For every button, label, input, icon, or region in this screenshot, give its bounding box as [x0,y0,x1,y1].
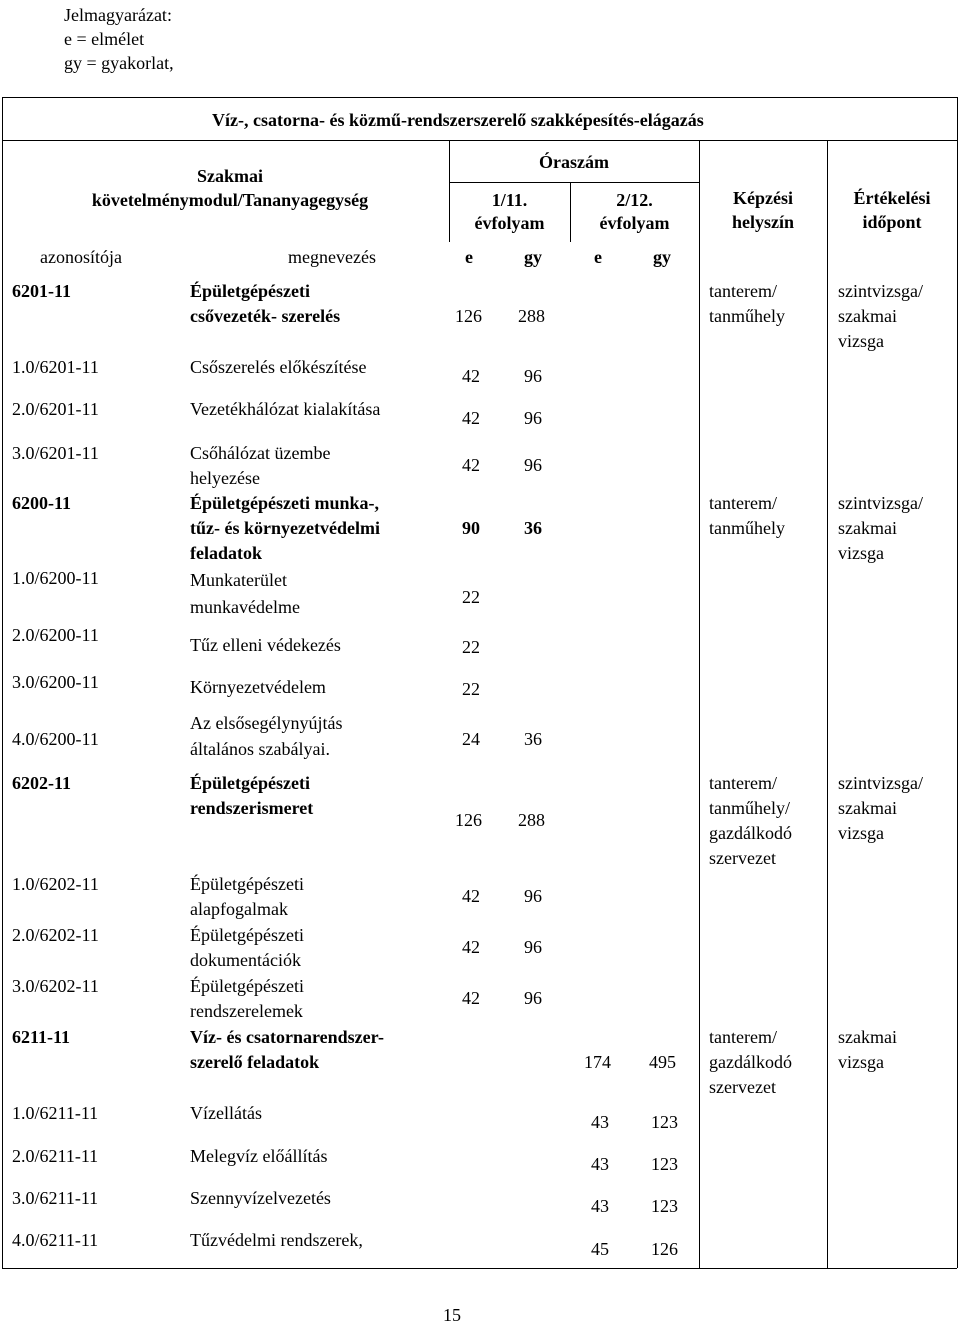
header-col-e1: e [465,247,473,267]
row-hours-gy: 123 [651,1196,678,1216]
row-eval: szintvizsga/ [838,493,923,513]
row-eval: vizsga [838,543,884,563]
row-place: tanműhely/ [709,798,790,818]
row-hours-e: 42 [462,988,480,1008]
row-name: Víz- és csatornarendszer- [190,1027,384,1047]
header-year2-line1: 2/12. [616,190,653,210]
row-name: rendszerelemek [190,1001,303,1021]
header-col-gy2: gy [653,247,671,267]
row-place: tanterem/ [709,281,777,301]
row-name: Környezetvédelem [190,677,326,697]
row-place: szervezet [709,848,776,868]
row-eval: szintvizsga/ [838,281,923,301]
row-hours-e: 174 [584,1052,611,1072]
row-name: Vízellátás [190,1103,262,1123]
row-place: tanterem/ [709,493,777,513]
row-place: szervezet [709,1077,776,1097]
row-name: Épületgépészeti [190,925,304,945]
row-hours-e: 42 [462,408,480,428]
row-name: Melegvíz előállítás [190,1146,328,1166]
row-hours-e: 42 [462,366,480,386]
row-hours-e: 43 [591,1154,609,1174]
row-place: tanműhely [709,306,785,326]
row-name: Munkaterület [190,570,287,590]
row-eval: szakmai [838,518,897,538]
header-col-gy1: gy [524,247,542,267]
row-name: feladatok [190,543,262,563]
row-id: 3.0/6202-11 [12,976,99,996]
header-eval-line2: időpont [862,212,922,232]
row-place: tanterem/ [709,1027,777,1047]
row-name: általános szabályai. [190,739,330,759]
row-hours-e: 22 [462,587,480,607]
header-hours: Óraszám [539,152,609,172]
row-name: Épületgépészeti munka-, [190,493,379,513]
row-name: Tűzvédelmi rendszerek, [190,1230,363,1250]
row-hours-gy: 123 [651,1154,678,1174]
header-year2-line2: évfolyam [599,213,670,233]
row-name: Épületgépészeti [190,976,304,996]
row-name: Tűz elleni védekezés [190,635,341,655]
header-col-id: azonosítója [40,247,122,267]
row-eval: szintvizsga/ [838,773,923,793]
row-id: 4.0/6200-11 [12,729,99,749]
row-eval: szakmai [838,798,897,818]
row-hours-gy: 123 [651,1112,678,1132]
row-name: helyezése [190,468,260,488]
row-name: alapfogalmak [190,899,288,919]
row-name: munkavédelme [190,597,300,617]
row-hours-gy: 96 [524,886,542,906]
row-eval: vizsga [838,823,884,843]
row-hours-e: 126 [455,810,482,830]
row-name: Az elsősegélynyújtás [190,713,343,733]
row-hours-gy: 126 [651,1239,678,1259]
row-name: Épületgépészeti [190,281,310,301]
row-hours-gy: 96 [524,408,542,428]
row-eval: szakmai [838,306,897,326]
row-hours-gy: 36 [524,729,542,749]
row-hours-gy: 288 [518,306,545,326]
row-place: gazdálkodó [709,1052,792,1072]
row-hours-gy: 96 [524,366,542,386]
row-id: 1.0/6211-11 [12,1103,99,1123]
row-hours-gy: 288 [518,810,545,830]
row-eval: vizsga [838,1052,884,1072]
row-id: 6200-11 [12,493,72,513]
page-number: 15 [443,1305,461,1325]
row-id: 4.0/6211-11 [12,1230,99,1250]
header-col-name: megnevezés [288,247,376,267]
header-place-line2: helyszín [731,212,794,232]
row-id: 6211-11 [12,1027,71,1047]
row-name: Épületgépészeti [190,773,310,793]
row-id: 2.0/6202-11 [12,925,99,945]
header-place-line1: Képzési [733,188,793,208]
row-name: szerelő feladatok [190,1052,320,1072]
row-place: tanterem/ [709,773,777,793]
legend-title: Jelmagyarázat: [64,5,172,25]
row-eval: szakmai [838,1027,897,1047]
legend-line-gy: gy = gyakorlat, [64,53,174,73]
row-name: Csőhálózat üzembe [190,443,331,463]
row-hours-gy: 36 [524,518,542,538]
row-hours-gy: 495 [649,1052,676,1072]
row-hours-e: 22 [462,679,480,699]
row-hours-gy: 96 [524,455,542,475]
row-name: dokumentációk [190,950,301,970]
header-year1-line1: 1/11. [491,190,528,210]
row-hours-e: 126 [455,306,482,326]
row-id: 1.0/6202-11 [12,874,99,894]
row-hours-e: 42 [462,886,480,906]
header-year1-line2: évfolyam [474,213,545,233]
row-name: tűz- és környezetvédelmi [190,518,380,538]
row-name: Vezetékhálózat kialakítása [190,399,381,419]
header-eval-line1: Értékelési [853,188,931,208]
row-hours-gy: 96 [524,937,542,957]
row-name: Csőszerelés előkészítése [190,357,367,377]
row-id: 6202-11 [12,773,72,793]
row-id: 3.0/6201-11 [12,443,99,463]
row-id: 2.0/6200-11 [12,625,99,645]
row-name: Épületgépészeti [190,874,304,894]
row-hours-e: 45 [591,1239,609,1259]
row-id: 6201-11 [12,281,72,301]
row-id: 3.0/6211-11 [12,1188,99,1208]
header-col-e2: e [594,247,602,267]
row-id: 2.0/6201-11 [12,399,99,419]
row-place: tanműhely [709,518,785,538]
row-hours-e: 24 [462,729,480,749]
row-id: 3.0/6200-11 [12,672,99,692]
row-name: Szennyvízelvezetés [190,1188,331,1208]
row-hours-e: 90 [462,518,480,538]
row-hours-e: 42 [462,455,480,475]
row-name: rendszerismeret [190,798,314,818]
row-hours-e: 43 [591,1112,609,1132]
header-module-line2: követelménymodul/Tananyagegység [91,190,369,210]
row-id: 1.0/6200-11 [12,568,99,588]
header-module-line1: Szakmai [196,166,263,186]
row-name: csővezeték- szerelés [190,306,341,326]
row-hours-e: 22 [462,637,480,657]
row-place: gazdálkodó [709,823,792,843]
row-id: 1.0/6201-11 [12,357,99,377]
table-title: Víz-, csatorna- és közmű-rendszerszerelő szakképesítés-elágazás [212,110,704,130]
row-hours-gy: 96 [524,988,542,1008]
row-id: 2.0/6211-11 [12,1146,99,1166]
row-hours-e: 43 [591,1196,609,1216]
row-hours-e: 42 [462,937,480,957]
legend-line-e: e = elmélet [64,29,145,49]
row-eval: vizsga [838,331,884,351]
